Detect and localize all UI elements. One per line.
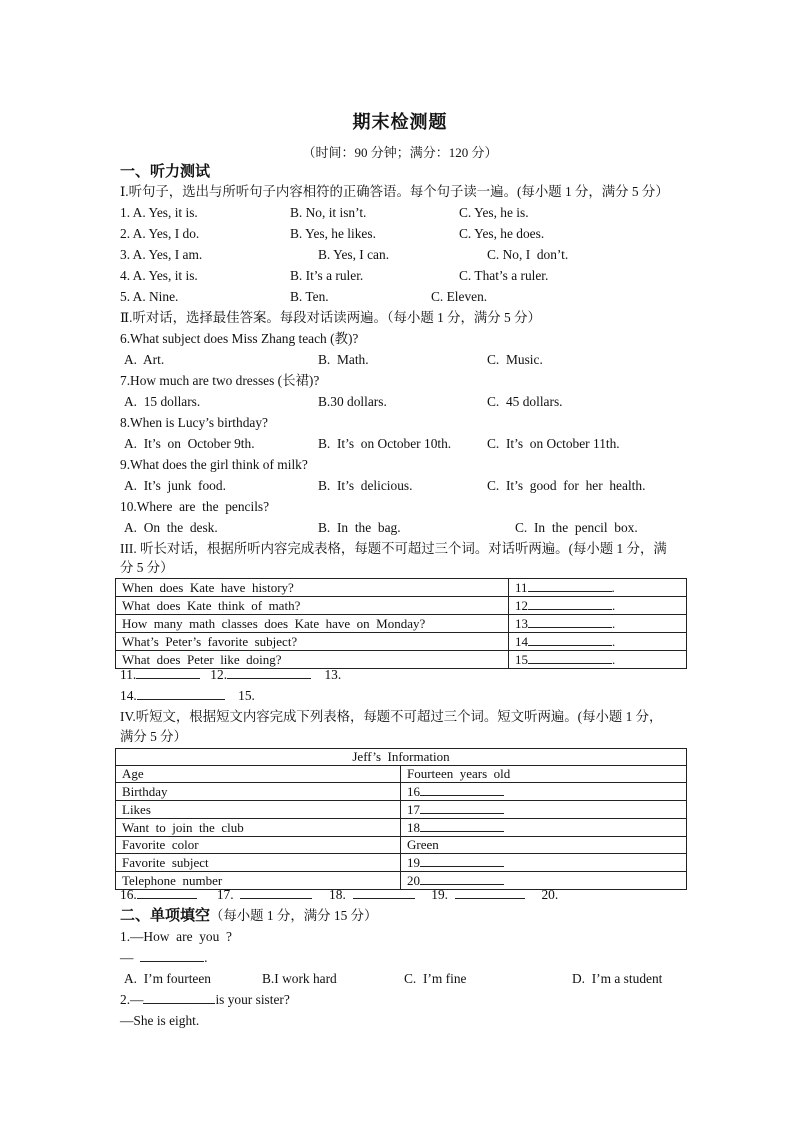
table-row (116, 633, 687, 651)
table-row (116, 854, 687, 872)
q8-option-c: C. It’s on October 11th. (487, 436, 620, 451)
table-cell-answer[interactable] (509, 651, 687, 669)
part3-instruction-cont: 分 5 分） (120, 560, 174, 575)
table-cell-label: Want to join the club (116, 819, 401, 837)
q4-option-a: 4. A. Yes, it is. (120, 268, 198, 283)
q9-question: 9.What does the girl think of milk? (120, 457, 308, 472)
exam-time-score: （时间：90 分钟；满分：120 分） (302, 145, 498, 160)
part1-instruction: Ⅰ.听句子，选出与所听句子内容相符的正确答语。每个句子读一遍。(每小题 1 分，满分 5 分） (120, 184, 669, 199)
answer-tail: . (612, 634, 616, 649)
q5-option-b: B. Ten. (290, 289, 329, 304)
section1-heading: 一、听力测试 (120, 162, 211, 180)
answer-blank[interactable] (528, 597, 612, 610)
part4-instruction-cont: 满分 5 分） (120, 729, 187, 744)
table-cell-answer[interactable] (509, 615, 687, 633)
answer-label-14: 14. (120, 688, 137, 703)
table-row (116, 819, 687, 837)
section2-header (120, 906, 377, 925)
table-row (116, 749, 687, 766)
answer-tail: . (612, 598, 616, 613)
answer-blank-14[interactable] (137, 687, 225, 700)
s2-q1-question: 1.—How are you ? (120, 929, 232, 944)
table-cell-label: Favorite subject (116, 854, 401, 872)
answer-blank-16[interactable] (137, 886, 197, 899)
answer-blank-12[interactable] (227, 666, 311, 679)
answer-number: 13 (515, 616, 528, 631)
reply-dash: — (120, 950, 134, 965)
answer-number: 19 (407, 855, 420, 870)
table-row (116, 837, 687, 854)
answer-tail: . (612, 616, 616, 631)
q7-option-a: A. 15 dollars. (124, 394, 201, 409)
answer-blank[interactable] (528, 633, 612, 646)
table-cell-value: Green (401, 837, 687, 854)
s2-q1-option-c: C. I’m fine (404, 971, 467, 986)
question-prefix: 2.— (120, 992, 144, 1007)
q4-option-b: B. It’s a ruler. (290, 268, 364, 283)
q5-option-c: C. Eleven. (431, 289, 488, 304)
table-cell-answer[interactable] (509, 633, 687, 651)
s2-q1-option-d: D. I’m a student (572, 971, 663, 986)
q3-option-a: 3. A. Yes, I am. (120, 247, 203, 262)
table-cell-answer[interactable] (509, 597, 687, 615)
part4-instruction: IV.听短文，根据短文内容完成下列表格，每题不可超过三个词。短文听两遍。(每小题 1 分， (120, 709, 663, 724)
answer-blank[interactable] (420, 854, 504, 867)
answer-line-16-20 (120, 886, 558, 904)
reply-tail: . (204, 950, 208, 965)
section2-note: （每小题 1 分，满分 15 分） (210, 908, 378, 923)
s2-q1-reply (120, 949, 207, 967)
q6-question: 6.What subject does Miss Zhang teach (教)? (120, 331, 359, 346)
answer-tail: . (612, 652, 616, 667)
table-cell-label: Telephone number (116, 872, 401, 890)
q8-question: 8.When is Lucy’s birthday? (120, 415, 269, 430)
q9-option-b: B. It’s delicious. (318, 478, 413, 493)
q2-option-b: B. Yes, he likes. (290, 226, 376, 241)
q6-option-c: C. Music. (487, 352, 543, 367)
table-cell-label: Birthday (116, 783, 401, 801)
table-title: Jeff’s Information (116, 749, 687, 766)
answer-label-11: 11. (120, 667, 137, 682)
q9-option-c: C. It’s good for her health. (487, 478, 646, 493)
q7-question: 7.How much are two dresses (长裙)? (120, 373, 320, 388)
table-row (116, 597, 687, 615)
answer-blank[interactable] (420, 783, 504, 796)
table-row (116, 801, 687, 819)
answer-number: 20 (407, 873, 420, 888)
answer-number: 11 (515, 580, 528, 595)
answer-number: 18 (407, 820, 420, 835)
table-cell-answer[interactable] (509, 579, 687, 597)
s2-q1-option-b: B.I work hard (262, 971, 337, 986)
answer-blank[interactable] (528, 651, 612, 664)
answer-number: 15 (515, 652, 528, 667)
table-cell-question: How many math classes does Kate have on Monday? (116, 615, 509, 633)
answer-label-20: 20. (541, 887, 559, 902)
table-cell-answer[interactable] (401, 854, 687, 872)
q1-option-c: C. Yes, he is. (459, 205, 529, 220)
answer-blank[interactable] (528, 579, 612, 592)
answer-blank-19[interactable] (455, 886, 525, 899)
answer-label-19: 19. (431, 887, 448, 902)
table-cell-label: Age (116, 766, 401, 783)
answer-blank-17[interactable] (240, 886, 312, 899)
s2-q2-question (120, 991, 290, 1009)
q1-option-a: 1. A. Yes, it is. (120, 205, 198, 220)
answer-blank[interactable] (420, 872, 504, 885)
q9-option-a: A. It’s junk food. (124, 478, 226, 493)
answer-blank-11[interactable] (136, 666, 200, 679)
q7-option-c: C. 45 dollars. (487, 394, 563, 409)
answer-number: 17 (407, 802, 420, 817)
q10-option-a: A. On the desk. (124, 520, 218, 535)
answer-label-18: 18. (329, 887, 346, 902)
answer-blank[interactable] (420, 801, 504, 814)
answer-blank[interactable] (528, 615, 612, 628)
table-cell-question: When does Kate have history? (116, 579, 509, 597)
answer-label-15: 15. (238, 688, 255, 703)
answer-number: 16 (407, 784, 420, 799)
q5-option-a: 5. A. Nine. (120, 289, 179, 304)
question-suffix: is your sister? (215, 992, 290, 1007)
s2-q2-reply: —She is eight. (120, 1013, 200, 1028)
q8-option-a: A. It’s on October 9th. (124, 436, 255, 451)
q10-option-c: C. In the pencil box. (515, 520, 638, 535)
answer-label-13: 13. (324, 667, 342, 682)
q6-option-a: A. Art. (124, 352, 165, 367)
s2-q1-option-a: A. I’m fourteen (124, 971, 212, 986)
answer-blank[interactable] (140, 949, 204, 962)
part3-instruction: III. 听长对话，根据所听内容完成表格，每题不可超过三个词。对话听两遍。(每小题 1 分，满 (120, 541, 667, 556)
answer-number: 14 (515, 634, 528, 649)
q8-option-b: B. It’s on October 10th. (318, 436, 452, 451)
q4-option-c: C. That’s a ruler. (459, 268, 549, 283)
answer-blank-18[interactable] (353, 886, 415, 899)
table-cell-label: Likes (116, 801, 401, 819)
table-row (116, 615, 687, 633)
answer-label-12: 12. (210, 667, 228, 682)
table-cell-answer[interactable] (401, 783, 687, 801)
part2-instruction: Ⅱ.听对话，选择最佳答案。每段对话读两遍。（每小题 1 分，满分 5 分） (120, 310, 541, 325)
table-cell-value: Fourteen years old (401, 766, 687, 783)
answer-blank[interactable] (143, 991, 215, 1004)
table-cell-answer[interactable] (401, 819, 687, 837)
answer-label-17: 17. (216, 887, 234, 902)
part3-table (115, 578, 687, 669)
answer-line-14-15 (120, 687, 255, 705)
q3-option-c: C. No, I don’t. (487, 247, 569, 262)
answer-label-16: 16. (120, 887, 137, 902)
table-cell-answer[interactable] (401, 801, 687, 819)
table-cell-label: Favorite color (116, 837, 401, 854)
q3-option-b: B. Yes, I can. (318, 247, 390, 262)
section2-heading: 二、单项填空 (120, 906, 211, 924)
q2-option-c: C. Yes, he does. (459, 226, 545, 241)
table-cell-question: What’s Peter’s favorite subject? (116, 633, 509, 651)
table-cell-question: What does Kate think of math? (116, 597, 509, 615)
part4-table (115, 748, 687, 890)
table-row (116, 579, 687, 597)
q2-option-a: 2. A. Yes, I do. (120, 226, 200, 241)
answer-line-11-13 (120, 666, 341, 684)
q1-option-b: B. No, it isn’t. (290, 205, 367, 220)
q7-option-b: B.30 dollars. (318, 394, 387, 409)
answer-number: 12 (515, 598, 528, 613)
table-row (116, 766, 687, 783)
table-cell-question: What does Peter like doing? (116, 651, 509, 669)
answer-blank[interactable] (420, 819, 504, 832)
q10-option-b: B. In the bag. (318, 520, 401, 535)
table-row (116, 783, 687, 801)
answer-tail: . (611, 580, 615, 595)
page-title: 期末检测题 (352, 112, 448, 133)
q10-question: 10.Where are the pencils? (120, 499, 270, 514)
q6-option-b: B. Math. (318, 352, 369, 367)
